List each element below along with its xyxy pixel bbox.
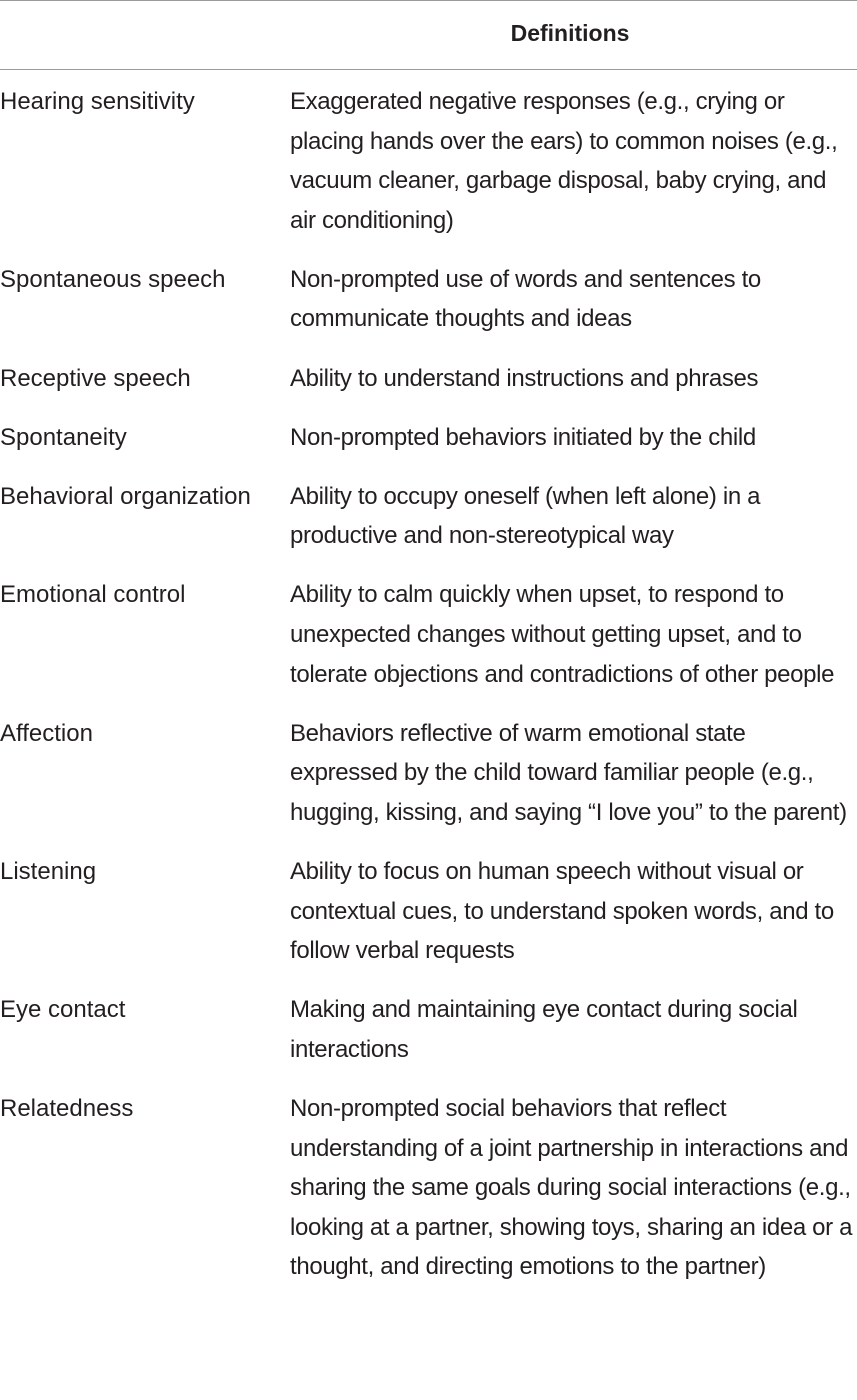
term-cell: Eye contact	[0, 996, 126, 1024]
term-cell: Receptive speech	[0, 364, 191, 392]
table-row	[0, 575, 857, 694]
definition-cell: Ability to calm quickly when upset, to respond to unexpected changes without getting upset, and to tolerate objections and contradictions of other people	[290, 581, 835, 688]
table-row	[0, 852, 857, 971]
definition-cell: Non-prompted use of words and sentences to communicate thoughts and ideas	[290, 265, 761, 333]
definition-cell: Ability to understand instructions and phrases	[290, 364, 759, 392]
table-row	[0, 477, 857, 556]
table-row	[0, 990, 857, 1069]
table-row	[0, 82, 857, 240]
table-row	[0, 714, 857, 833]
table-header-rule	[0, 69, 857, 70]
term-cell: Listening	[0, 858, 97, 885]
definition-cell: Exaggerated negative responses (e.g., crying or placing hands over the ears) to common noises (e.g., vacuum cleaner, garbage disposal, baby crying, and air conditioning)	[290, 88, 838, 234]
header-definitions: Definitions	[510, 20, 630, 46]
table-row	[0, 418, 857, 458]
definition-cell: Making and maintaining eye contact during social interactions	[290, 996, 798, 1063]
definition-cell: Non-prompted behaviors initiated by the child	[290, 423, 756, 451]
term-cell: Spontaneity	[0, 423, 127, 451]
definition-cell: Behaviors reflective of warm emotional state expressed by the child toward familiar people (e.g., hugging, kissing, and saying “I love you” to the parent)	[290, 719, 847, 826]
definition-cell: Ability to occupy oneself (when left alone) in a productive and non-stereotypical way	[290, 482, 761, 550]
table-row	[0, 1089, 857, 1287]
table-body	[0, 82, 857, 1306]
term-cell: Affection	[0, 719, 93, 747]
definition-cell: Non-prompted social behaviors that reflect understanding of a joint partnership in interactions and sharing the same goals during social interactions (e.g., looking at a partner, showing toys, sharing an idea or a thought, and directing emotions to the partner)	[290, 1094, 853, 1281]
term-cell: Behavioral organization	[0, 482, 251, 510]
table-row	[0, 359, 857, 399]
term-cell: Hearing sensitivity	[0, 88, 195, 115]
term-cell: Emotional control	[0, 581, 186, 609]
definition-cell: Ability to focus on human speech without visual or contextual cues, to understand spoken words, and to follow verbal requests	[290, 858, 834, 965]
table-header	[0, 0, 857, 69]
term-cell: Relatedness	[0, 1094, 134, 1122]
term-cell: Spontaneous speech	[0, 265, 226, 293]
table-row	[0, 260, 857, 339]
